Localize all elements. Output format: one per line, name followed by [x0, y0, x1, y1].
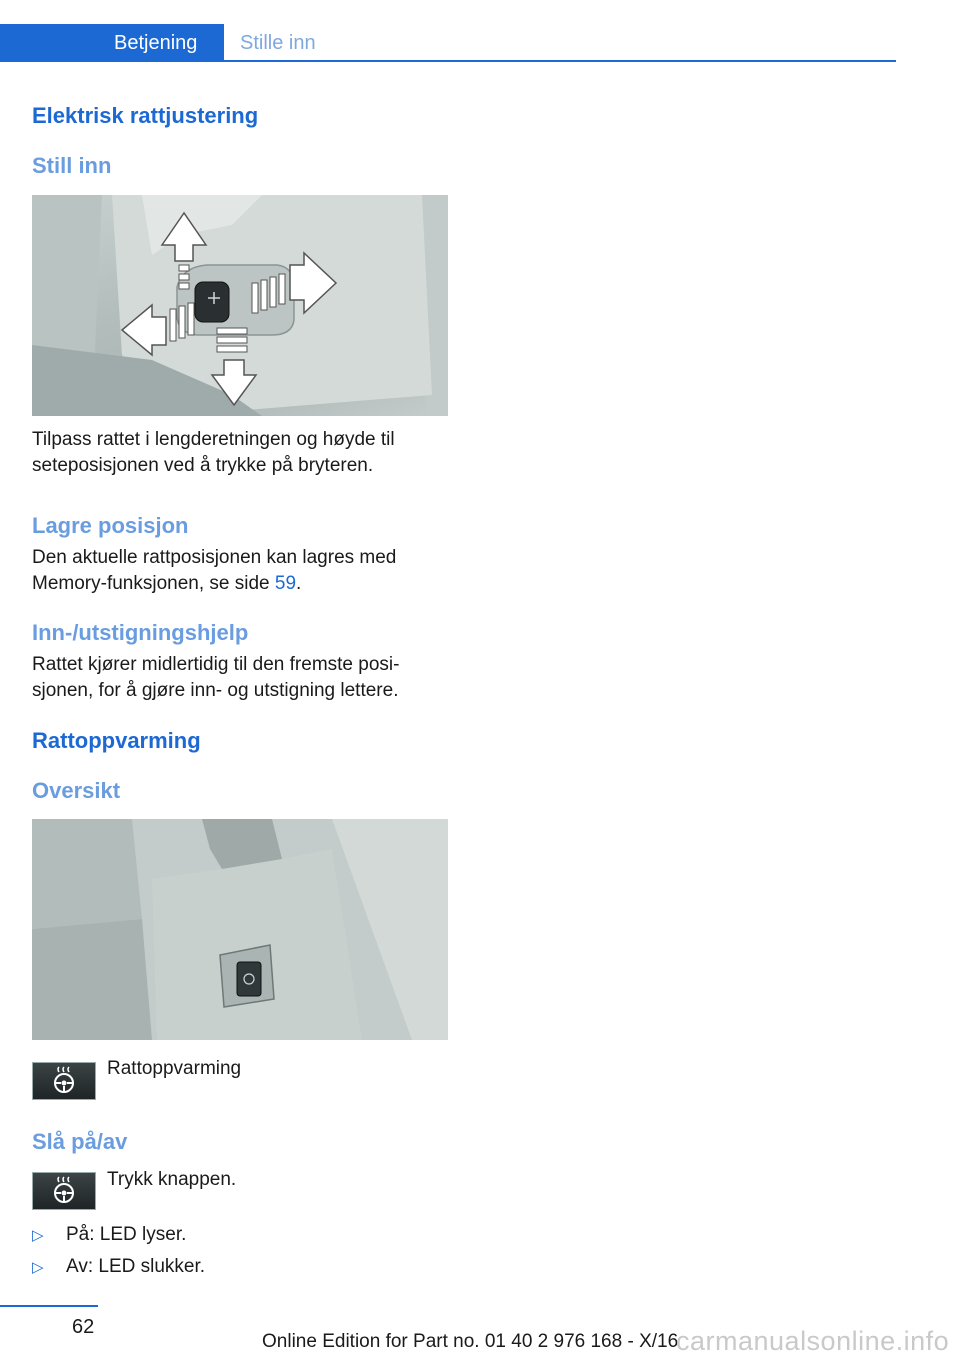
subtitle-still-inn: Still inn — [32, 153, 112, 178]
steering-heating-button-icon[interactable] — [32, 1172, 96, 1210]
edition-note: Online Edition for Part no. 01 40 2 976 168 - X/16 — [262, 1331, 679, 1352]
lagre-text-post: . — [296, 573, 302, 594]
illustration-steering-adjust — [32, 195, 448, 416]
subtitle-oversikt: Oversikt — [32, 778, 121, 803]
illustration-steering-heating — [32, 819, 448, 1040]
watermark: carmanualsonline.info — [676, 1326, 950, 1356]
section-title-rattjustering: Elektrisk rattjustering — [32, 103, 259, 128]
steering-heating-icon — [32, 1062, 96, 1100]
footer-divider — [0, 1305, 98, 1307]
list-item-text: Av: LED slukker. — [66, 1256, 206, 1277]
page-number: 62 — [72, 1316, 95, 1338]
list-item — [32, 1254, 205, 1281]
lagre-text — [32, 545, 452, 597]
subtitle-slaa-paa-av: Slå på/av — [32, 1129, 128, 1154]
subtitle-inn-utstigningshjelp: Inn-/utstigningshjelp — [32, 620, 249, 645]
still-inn-text: Tilpass rattet i lengderetningen og høyde til seteposisjonen ved å trykke på bryteren. — [32, 429, 395, 476]
tab-stille-inn[interactable]: Stille inn — [240, 32, 316, 54]
section-title-rattoppvarming: Rattoppvarming — [32, 728, 201, 753]
triangle-bullet-icon: ▷ — [32, 1259, 44, 1276]
list-item-text: På: LED lyser. — [66, 1224, 187, 1245]
page-link-59[interactable]: 59 — [274, 573, 297, 594]
lagre-text-pre: Den aktuelle rattposisjonen kan lagres med Memory-funksjonen, se side — [32, 547, 397, 594]
inn-text: Rattet kjører midlertidig til den fremste posi‐ sjonen, for å gjøre inn- og utstigning lettere. — [32, 654, 400, 701]
header-tabbar — [0, 24, 896, 62]
icon-label-rattoppvarming: Rattoppvarming — [107, 1058, 242, 1079]
slaa-text: Trykk knappen. — [107, 1169, 237, 1190]
triangle-bullet-icon: ▷ — [32, 1227, 44, 1244]
subtitle-lagre-posisjon: Lagre posisjon — [32, 513, 189, 538]
list-item — [32, 1222, 186, 1249]
tab-betjening[interactable]: Betjening — [0, 24, 224, 62]
